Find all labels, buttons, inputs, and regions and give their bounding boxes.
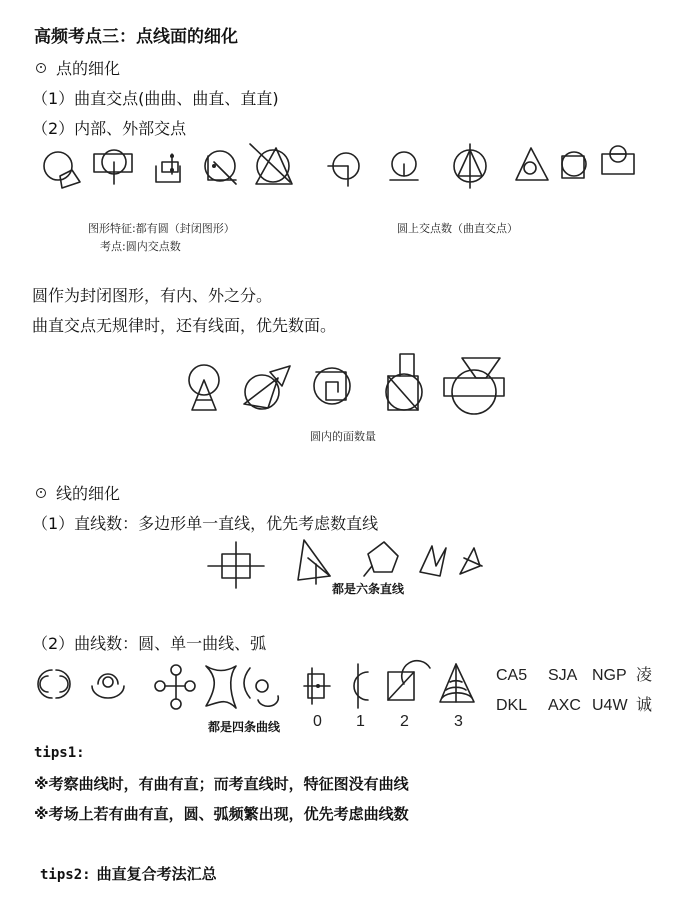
figure-inner-2 [94, 150, 132, 184]
figure-curve-7 [354, 664, 368, 708]
letters-r1-c1: CA5 [496, 667, 528, 684]
letters-r1-c3: NGP [592, 667, 627, 684]
point-section-title-text: 点的细化 [56, 59, 121, 78]
letters-r2-c2: AXC [548, 697, 581, 714]
figure-on-4 [516, 148, 548, 180]
curve-number-3: 3 [454, 713, 463, 730]
letters-r1-c4: 凌 [636, 667, 653, 684]
figure-face-1 [189, 365, 219, 410]
tips2-text: 曲直复合考法汇总 [96, 865, 217, 883]
curve-number-2: 2 [400, 713, 409, 730]
figure-on-1 [328, 153, 359, 186]
curve-line-figures [0, 658, 690, 738]
page-heading: 高频考点三：点线面的细化 [34, 27, 238, 47]
note-closed-shape: 圆作为封闭图形，有内、外之分。 [32, 286, 273, 305]
figure-curve-1 [38, 670, 70, 698]
figure-on-6 [602, 146, 634, 174]
figure-inner-3 [156, 154, 180, 182]
line-item-1: （1）直线数：多边形单一直线，优先考虑数直线 [32, 514, 379, 533]
figure-on-5 [562, 152, 586, 178]
caption-faces-in-circle: 圆内的面数量 [310, 430, 376, 443]
figure-on-3 [454, 144, 486, 188]
figure-on-2 [390, 152, 418, 180]
caption-six-lines: 都是六条直线 [332, 582, 405, 596]
figure-face-3 [314, 368, 350, 404]
figure-curve-9 [440, 664, 474, 702]
figure-straight-3 [364, 542, 398, 576]
figure-straight-2 [298, 540, 330, 584]
letters-r2-c3: U4W [592, 697, 628, 714]
caption-inner-focus: 考点:圆内交点数 [100, 240, 181, 253]
figure-curve-3 [155, 665, 195, 709]
curve-number-0: 0 [313, 713, 322, 730]
curve-number-1: 1 [356, 713, 365, 730]
line-section-title-text: 线的细化 [56, 484, 121, 503]
point-section-title [36, 56, 120, 79]
tips2-row [40, 863, 217, 884]
figure-face-2 [244, 366, 290, 409]
caption-inner-features: 图形特征:都有圆（封闭图形） [88, 222, 235, 235]
figure-curve-8 [388, 661, 430, 700]
figure-straight-4 [420, 546, 446, 576]
figure-inner-5 [250, 144, 292, 184]
line-item-2: （2）曲线数：圆、单一曲线、弧 [32, 634, 267, 653]
inner-intersection-figures [0, 140, 690, 200]
tips2-label: tips2: [40, 867, 91, 883]
letters-r1-c2: SJA [548, 667, 578, 684]
caption-on-circle: 圆上交点数（曲直交点） [397, 222, 518, 235]
figure-straight-5 [460, 548, 482, 574]
figure-face-5 [444, 358, 504, 414]
note-count-faces: 曲直交点无规律时，还有线面，优先数面。 [32, 316, 337, 335]
figure-curve-5 [244, 668, 278, 706]
face-count-figures [0, 352, 690, 422]
letters-r2-c1: DKL [496, 697, 528, 714]
figure-inner-4 [205, 151, 236, 184]
bullet-icon [36, 63, 46, 73]
tips1-label: tips1: [34, 745, 85, 761]
figure-inner-1 [44, 152, 80, 188]
letters-r2-c4: 诚 [636, 697, 653, 714]
figure-face-4 [386, 354, 422, 410]
tips1-line-1: ※考察曲线时，有曲有直；而考直线时，特征图没有曲线 [34, 775, 409, 793]
tips1-line-2: ※考场上若有曲有直，圆、弧频繁出现，优先考虑曲线数 [34, 805, 409, 823]
line-section-title [36, 481, 120, 504]
caption-four-curves: 都是四条曲线 [208, 720, 281, 734]
figure-curve-6 [304, 668, 330, 704]
point-item-2: （2）内部、外部交点 [32, 119, 187, 138]
figure-curve-4 [206, 666, 236, 708]
figure-curve-2 [92, 674, 124, 698]
bullet-icon [36, 488, 46, 498]
point-item-1: （1）曲直交点(曲曲、曲直、直直) [32, 89, 279, 108]
figure-straight-1 [208, 542, 264, 588]
